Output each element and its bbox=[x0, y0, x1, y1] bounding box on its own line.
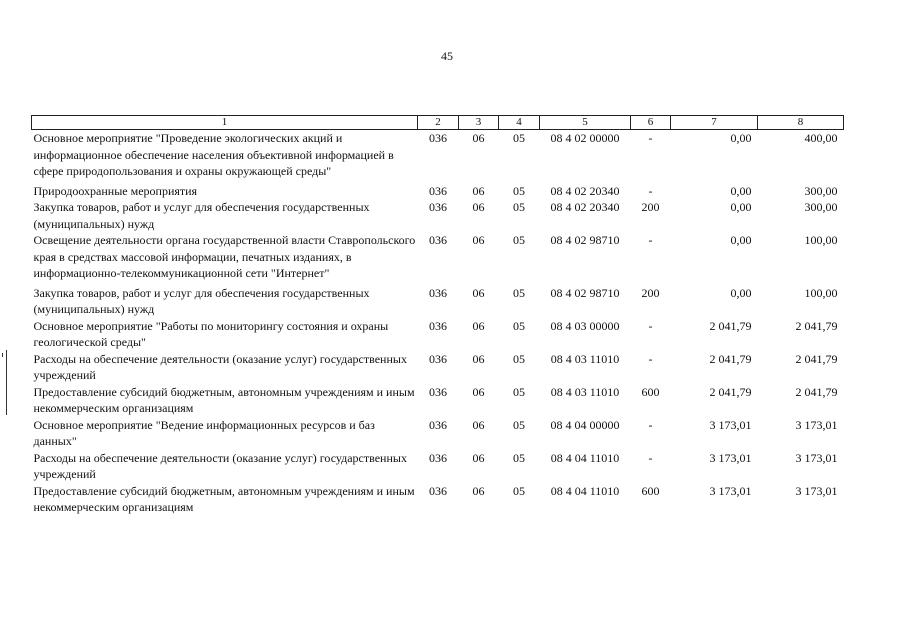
cell-expense-type: 200 bbox=[641, 200, 660, 214]
cell-ministry: 036 bbox=[429, 200, 447, 214]
cell-subsection: 05 bbox=[513, 131, 525, 145]
cell-section: 06 bbox=[472, 318, 485, 333]
table-row bbox=[32, 450, 844, 483]
cell-subsection: 05 bbox=[513, 450, 525, 465]
table-row bbox=[32, 232, 844, 282]
table-row bbox=[32, 199, 844, 232]
cell-subsection: 05 bbox=[513, 200, 525, 214]
cell-subsection: 05 bbox=[513, 351, 525, 366]
table-row bbox=[32, 318, 844, 351]
cell-amount-2: 3 173,01 bbox=[795, 450, 838, 465]
cell-section: 06 bbox=[472, 450, 485, 465]
cell-amount-2: 300,00 bbox=[804, 200, 838, 214]
cell-amount-2: 3 173,01 bbox=[795, 483, 838, 498]
cell-amount-1: 2 041,79 bbox=[709, 384, 752, 399]
table-row bbox=[32, 384, 844, 417]
cell-expense-type: 200 bbox=[641, 285, 660, 300]
cell-section: 06 bbox=[472, 417, 485, 432]
cell-target-article: 08 4 02 20340 bbox=[550, 183, 620, 198]
cell-amount-2: 100,00 bbox=[804, 233, 838, 247]
cell-ministry: 036 bbox=[429, 233, 447, 247]
cell-amount-1: 0,00 bbox=[730, 200, 752, 214]
cell-amount-2: 2 041,79 bbox=[795, 318, 838, 333]
cell-section: 06 bbox=[472, 285, 485, 300]
margin-mark-tick bbox=[2, 353, 3, 357]
cell-expense-type: - bbox=[648, 233, 653, 247]
cell-subsection: 05 bbox=[513, 183, 525, 198]
cell-expense-type: 600 bbox=[641, 384, 660, 399]
cell-section: 06 bbox=[472, 200, 485, 214]
column-header: 1 bbox=[32, 116, 418, 130]
cell-section: 06 bbox=[472, 384, 485, 399]
row-name: Основное мероприятие "Ведение информационных ресурсов и баз данных" bbox=[33, 417, 375, 448]
table-row bbox=[32, 417, 844, 450]
table-row bbox=[32, 282, 844, 318]
cell-ministry: 036 bbox=[429, 131, 447, 145]
budget-table bbox=[31, 115, 844, 516]
cell-ministry: 036 bbox=[429, 318, 447, 333]
column-header: 6 bbox=[631, 116, 671, 130]
cell-expense-type: - bbox=[648, 318, 653, 333]
cell-expense-type: - bbox=[648, 131, 653, 145]
cell-amount-1: 0,00 bbox=[730, 285, 752, 300]
table-header-row bbox=[32, 116, 844, 130]
row-name: Закупка товаров, работ и услуг для обеспечения государственных (муниципальных) нужд bbox=[33, 200, 370, 231]
row-name: Освещение деятельности органа государственной власти Ставропольского края в средствах массовой информации, печатных изданиях, в информационно-телекоммуникационной сети "Интернет" bbox=[33, 233, 416, 280]
cell-target-article: 08 4 03 11010 bbox=[550, 351, 620, 366]
cell-subsection: 05 bbox=[513, 483, 525, 498]
cell-subsection: 05 bbox=[513, 417, 525, 432]
cell-amount-2: 2 041,79 bbox=[795, 351, 838, 366]
cell-amount-2: 100,00 bbox=[804, 285, 838, 300]
cell-subsection: 05 bbox=[513, 384, 525, 399]
column-header: 8 bbox=[758, 116, 844, 130]
cell-amount-1: 2 041,79 bbox=[709, 318, 752, 333]
cell-amount-1: 3 173,01 bbox=[709, 483, 752, 498]
table-row bbox=[32, 130, 844, 180]
cell-ministry: 036 bbox=[429, 384, 447, 399]
cell-subsection: 05 bbox=[513, 318, 525, 333]
cell-target-article: 08 4 02 98710 bbox=[550, 233, 620, 247]
row-name: Основное мероприятие "Работы по мониторингу состояния и охраны геологической среды" bbox=[33, 318, 389, 349]
cell-expense-type: 600 bbox=[641, 483, 660, 498]
cell-ministry: 036 bbox=[429, 417, 447, 432]
row-name: Предоставление субсидий бюджетным, автономным учреждениям и иным некоммерческим организациям bbox=[33, 384, 415, 415]
cell-ministry: 036 bbox=[429, 183, 447, 198]
row-name: Расходы на обеспечение деятельности (оказание услуг) государственных учреждений bbox=[33, 450, 407, 481]
cell-target-article: 08 4 04 11010 bbox=[550, 450, 620, 465]
cell-amount-2: 400,00 bbox=[804, 131, 838, 145]
cell-target-article: 08 4 02 20340 bbox=[550, 200, 620, 214]
cell-section: 06 bbox=[472, 233, 485, 247]
table-row bbox=[32, 351, 844, 384]
row-name: Предоставление субсидий бюджетным, автономным учреждениям и иным некоммерческим организациям bbox=[33, 483, 415, 514]
cell-section: 06 bbox=[472, 183, 485, 198]
page-number: 45 bbox=[441, 49, 453, 63]
column-header: 5 bbox=[540, 116, 631, 130]
cell-section: 06 bbox=[472, 351, 485, 366]
row-name: Основное мероприятие "Проведение экологических акций и информационное обеспечение населения объективной информацией в сфере природопользования и охраны окружающей среды" bbox=[33, 131, 394, 178]
cell-amount-1: 0,00 bbox=[730, 233, 752, 247]
table-row bbox=[32, 180, 844, 200]
cell-amount-1: 0,00 bbox=[730, 183, 752, 198]
cell-ministry: 036 bbox=[429, 450, 447, 465]
cell-amount-2: 2 041,79 bbox=[795, 384, 838, 399]
cell-expense-type: - bbox=[648, 183, 653, 198]
row-name: Закупка товаров, работ и услуг для обеспечения государственных (муниципальных) нужд bbox=[33, 285, 370, 316]
margin-mark bbox=[6, 350, 7, 415]
table-row bbox=[32, 483, 844, 516]
cell-amount-1: 3 173,01 bbox=[709, 417, 752, 432]
cell-amount-1: 3 173,01 bbox=[709, 450, 752, 465]
cell-amount-2: 300,00 bbox=[804, 183, 838, 198]
row-name: Расходы на обеспечение деятельности (оказание услуг) государственных учреждений bbox=[33, 351, 407, 382]
cell-target-article: 08 4 04 00000 bbox=[550, 417, 620, 432]
cell-amount-1: 2 041,79 bbox=[709, 351, 752, 366]
cell-target-article: 08 4 02 98710 bbox=[550, 285, 620, 300]
cell-ministry: 036 bbox=[429, 285, 447, 300]
cell-expense-type: - bbox=[648, 450, 653, 465]
cell-target-article: 08 4 03 00000 bbox=[550, 318, 620, 333]
cell-expense-type: - bbox=[648, 351, 653, 366]
cell-subsection: 05 bbox=[513, 233, 525, 247]
cell-section: 06 bbox=[472, 131, 485, 145]
cell-ministry: 036 bbox=[429, 351, 447, 366]
cell-subsection: 05 bbox=[513, 285, 525, 300]
cell-section: 06 bbox=[472, 483, 485, 498]
cell-ministry: 036 bbox=[429, 483, 447, 498]
column-header: 4 bbox=[499, 116, 540, 130]
cell-amount-2: 3 173,01 bbox=[795, 417, 838, 432]
row-name: Природоохранные мероприятия bbox=[33, 183, 198, 198]
cell-target-article: 08 4 03 11010 bbox=[550, 384, 620, 399]
cell-target-article: 08 4 04 11010 bbox=[550, 483, 620, 498]
column-header: 2 bbox=[418, 116, 459, 130]
cell-target-article: 08 4 02 00000 bbox=[550, 131, 620, 145]
column-header: 3 bbox=[459, 116, 499, 130]
cell-amount-1: 0,00 bbox=[730, 131, 752, 145]
column-header: 7 bbox=[671, 116, 758, 130]
cell-expense-type: - bbox=[648, 417, 653, 432]
